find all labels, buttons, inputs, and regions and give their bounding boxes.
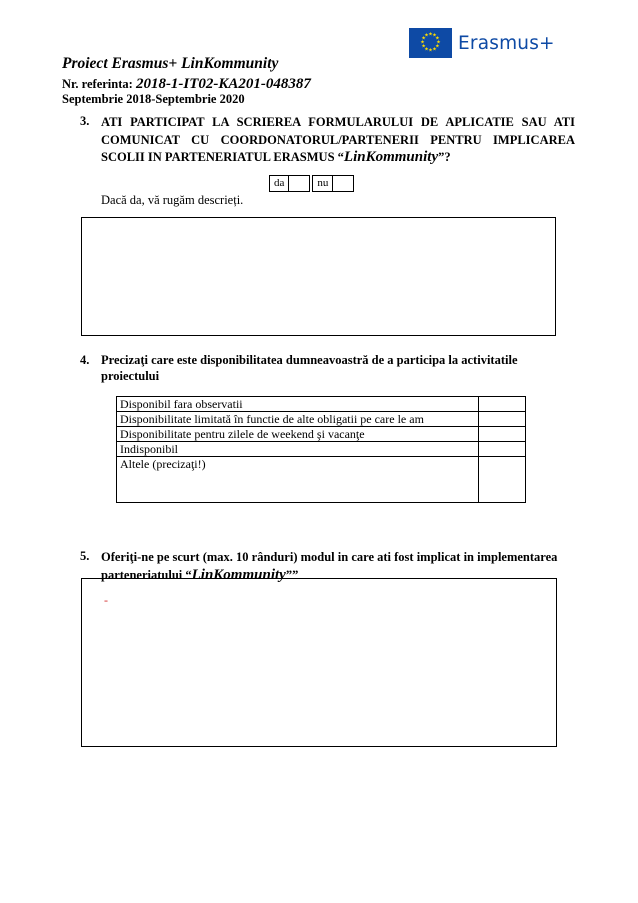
availability-option: Indisponibil: [117, 442, 479, 457]
table-row: [117, 397, 526, 412]
question-5-answer-box[interactable]: [81, 578, 557, 747]
reference-value: 2018-1-IT02-KA201-048387: [135, 76, 311, 92]
yes-label: da: [269, 175, 288, 192]
eu-flag-icon: [409, 28, 452, 58]
svg-text:★: ★: [421, 35, 426, 42]
svg-text:★: ★: [428, 47, 433, 54]
describe-prompt: Dacă da, vă rugăm descrieți.: [101, 193, 244, 207]
question-5-number: 5.: [80, 549, 90, 563]
question-5-brand: LinKommunity: [191, 566, 286, 583]
question-3-text: [101, 114, 575, 167]
svg-text:★: ★: [428, 31, 433, 38]
erasmus-logo: [409, 28, 555, 58]
availability-table: [116, 396, 526, 503]
question-3-main: ATI PARTICIPAT LA SCRIEREA FORMULARULUI DE APLICATIE SAU ATI COMUNICAT CU COORDONATORUL/PARTENERII PENTRU IMPLICAREA SCOLII IN PARTENERIATUL ERASMUS “: [101, 115, 575, 164]
availability-option: Disponibilitate limitată în functie de alte obligatii pe care le am: [117, 412, 479, 427]
availability-option: Disponibilitate pentru zilele de weekend şi vacanţe: [117, 427, 479, 442]
question-5-end: ””: [285, 567, 299, 582]
question-3-answer-box[interactable]: [81, 217, 556, 336]
answer-dash-mark: -: [104, 593, 108, 607]
svg-text:★: ★: [435, 43, 440, 50]
table-row: [117, 412, 526, 427]
project-period: Septembrie 2018-Septembrie 2020: [62, 92, 245, 106]
yes-no-choice: [269, 175, 354, 192]
no-checkbox[interactable]: [332, 175, 354, 192]
svg-text:★: ★: [424, 46, 429, 53]
availability-check-cell[interactable]: [479, 457, 526, 503]
erasmus-logo-text: Erasmus+: [458, 32, 555, 54]
question-4-number: 4.: [80, 353, 90, 367]
availability-check-cell[interactable]: [479, 442, 526, 457]
availability-check-cell[interactable]: [479, 412, 526, 427]
no-label: nu: [312, 175, 332, 192]
availability-option: Disponibil fara observatii: [117, 397, 479, 412]
question-3-brand: LinKommunity: [343, 149, 439, 165]
reference-label: Nr. referinta:: [62, 77, 136, 91]
svg-text:★: ★: [435, 35, 440, 42]
svg-text:★: ★: [420, 39, 425, 46]
table-row: [117, 427, 526, 442]
project-title: Proiect Erasmus+ LinKommunity: [62, 55, 279, 72]
question-4-text: Precizaţi care este disponibilitatea dumneavoastră de a participa la activitatile proiectului: [101, 353, 518, 383]
svg-text:★: ★: [424, 32, 429, 39]
availability-check-cell[interactable]: [479, 397, 526, 412]
yes-checkbox[interactable]: [288, 175, 310, 192]
question-3-end: ”?: [438, 150, 451, 164]
reference-number: [62, 76, 311, 93]
availability-option[interactable]: Altele (precizaţi!): [117, 457, 479, 503]
availability-check-cell[interactable]: [479, 427, 526, 442]
table-row: [117, 442, 526, 457]
question-5-main: Oferiţi-ne pe scurt (max. 10 rânduri) modul in care ati fost implicat in implementarea parteneriatului “: [101, 550, 558, 582]
question-3-number: 3.: [80, 114, 90, 128]
svg-text:★: ★: [432, 32, 437, 39]
table-row: [117, 457, 526, 503]
svg-text:★: ★: [432, 46, 437, 53]
svg-text:★: ★: [421, 43, 426, 50]
svg-text:★: ★: [436, 39, 441, 46]
